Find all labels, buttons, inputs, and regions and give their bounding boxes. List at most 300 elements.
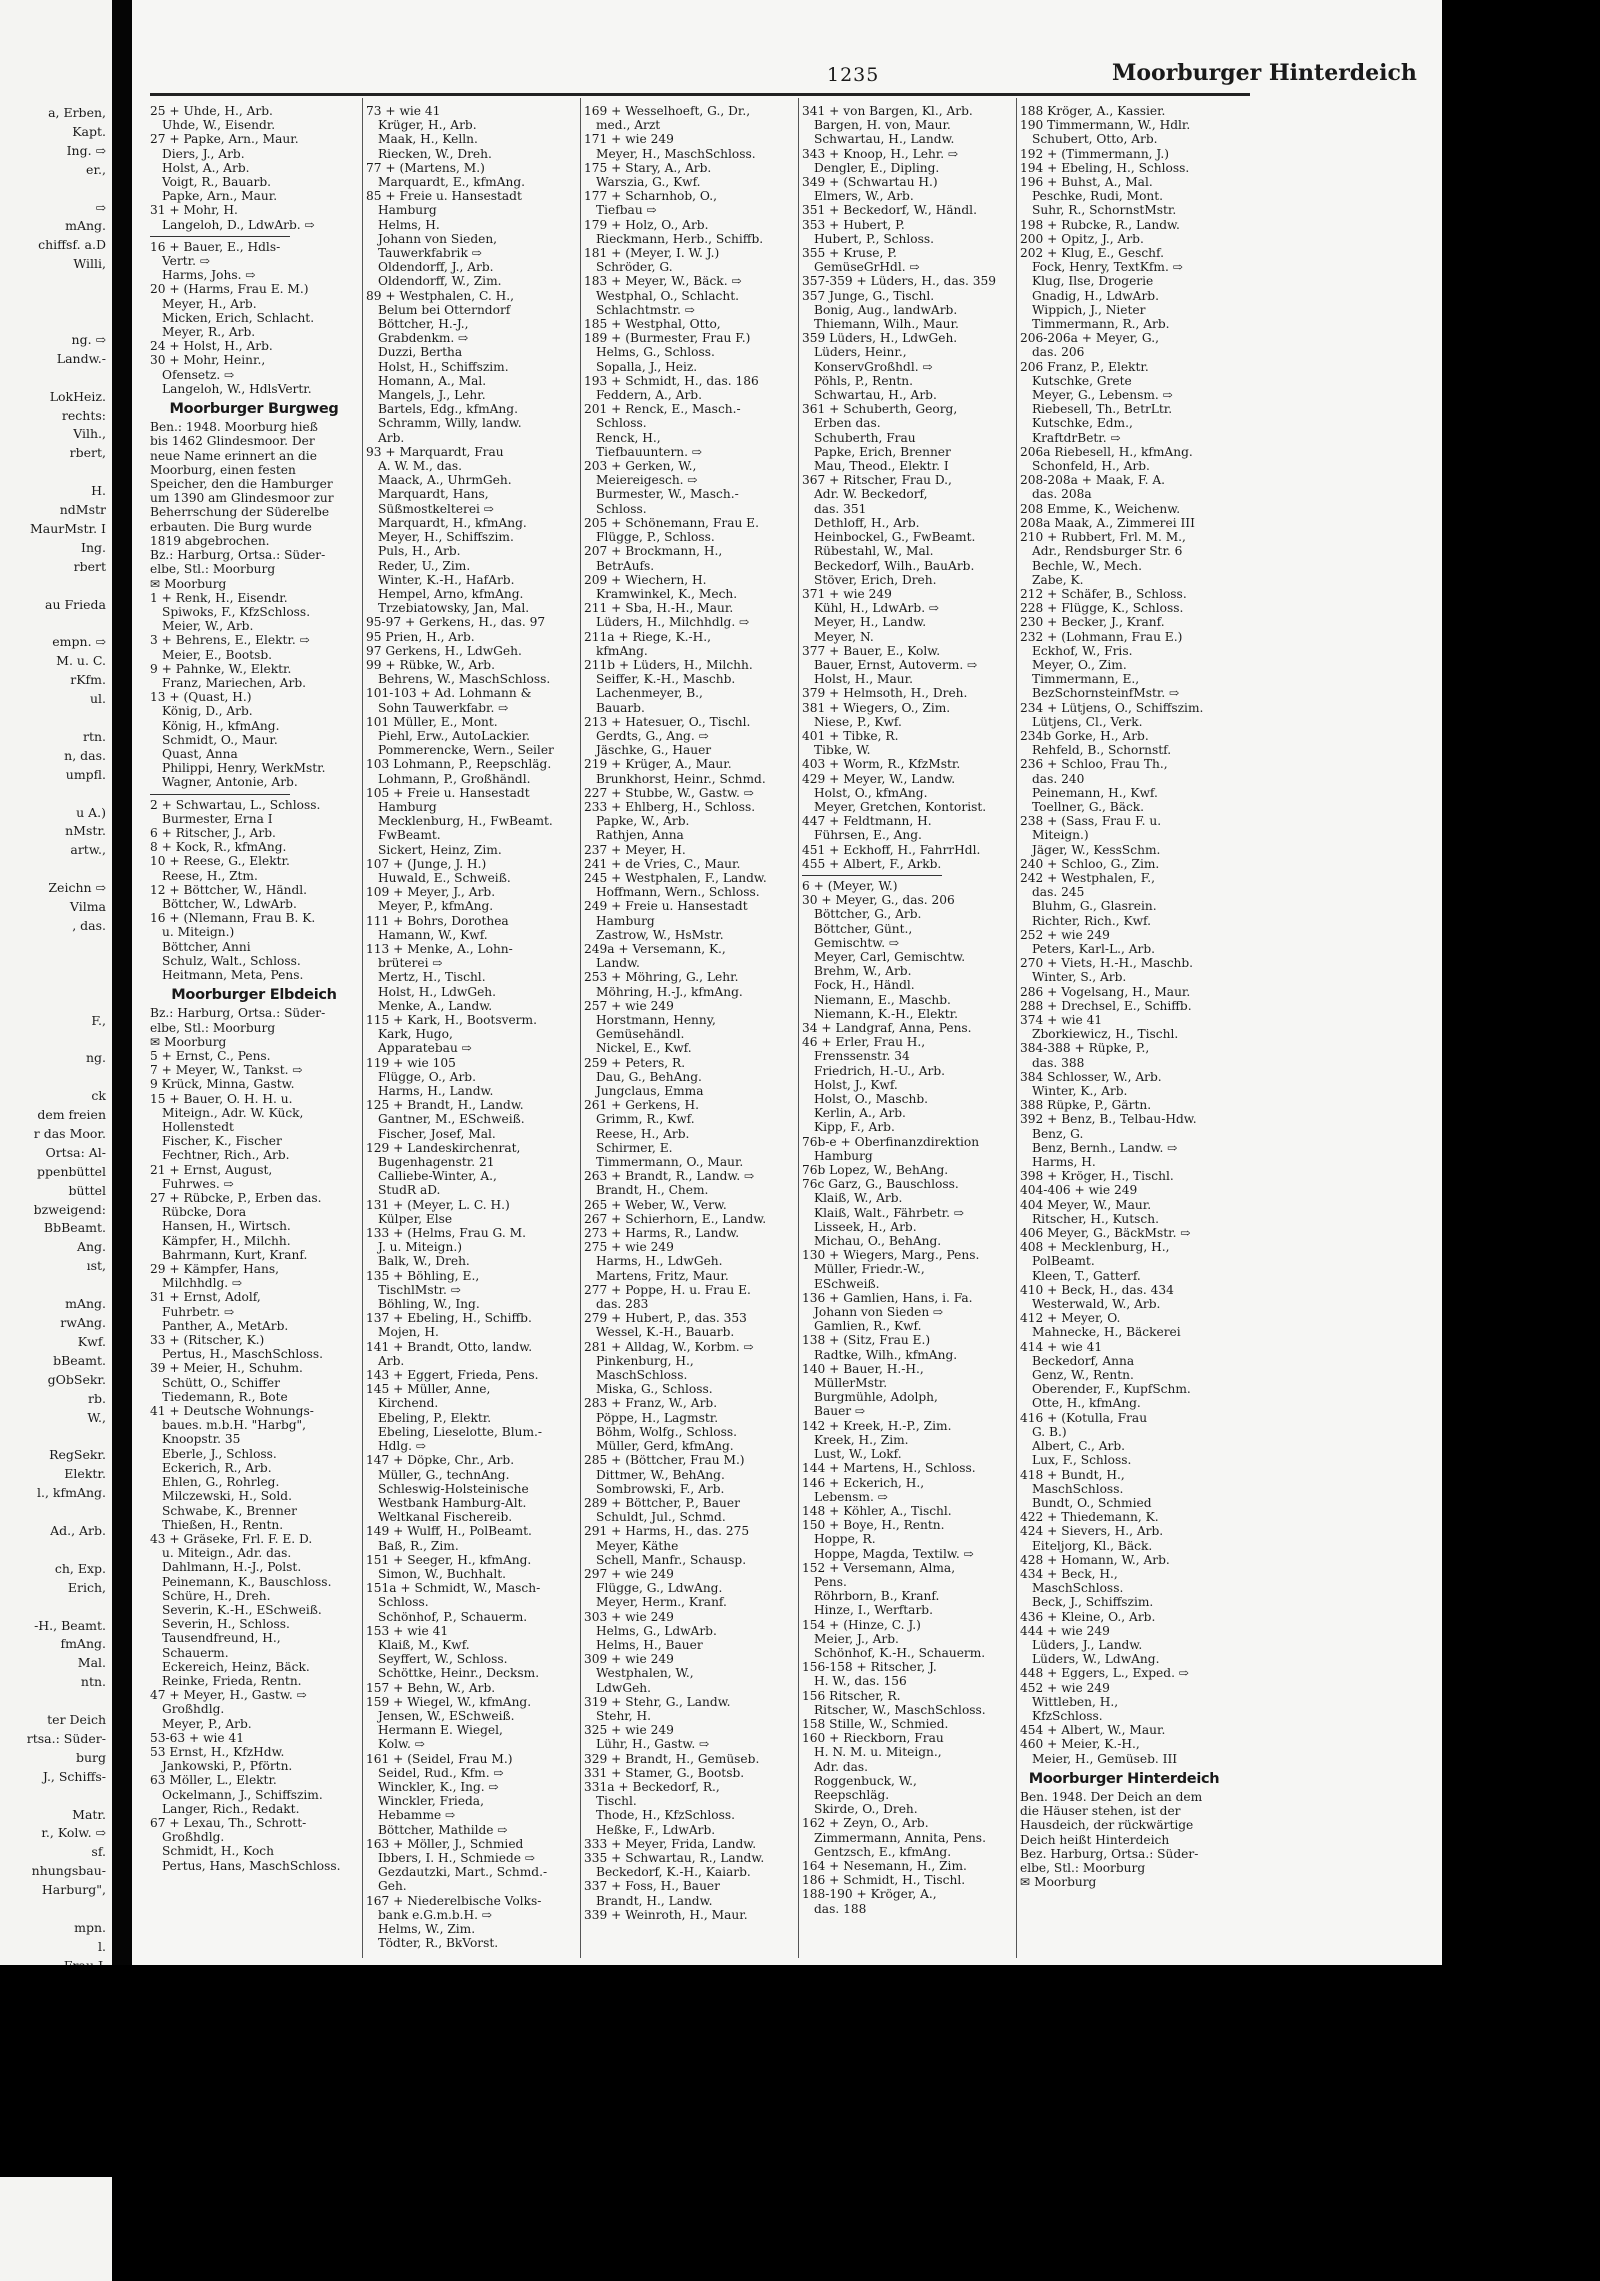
address-entry <box>802 701 1010 729</box>
resident-line: Fechtner, Rich., Arb. <box>162 1148 290 1163</box>
resident-line: Reese, H., Ztm. <box>162 868 258 883</box>
entry-line: 179 + Holz, O., Arb. <box>584 217 709 232</box>
address-entry <box>1020 601 1228 615</box>
entry-line: 403 + Worm, R., KfzMstr. <box>802 757 961 772</box>
resident-line: Bonig, Aug., landwArb. <box>814 302 958 317</box>
left-page-line: rwAng. <box>60 1315 106 1330</box>
resident-line: Pertus, Hans, MaschSchloss. <box>162 1858 341 1873</box>
resident-line: Eckerich, R., Arb. <box>162 1460 272 1475</box>
left-page-line <box>0 1427 112 1446</box>
left-page-line: ng. ⇨ <box>71 331 106 347</box>
address-entry <box>1020 1524 1228 1552</box>
resident-line: Quast, Anna <box>162 746 238 761</box>
resident-line: Thießen, H., Rentn. <box>162 1517 284 1532</box>
entry-line: 434 + Beck, H., <box>1020 1566 1118 1581</box>
resident-line: Miteign., Adr. W. Kück, <box>162 1105 304 1120</box>
address-entry <box>366 644 574 658</box>
entry-line: 429 + Meyer, W., Landw. <box>802 771 956 786</box>
left-page-line: Landw.- <box>56 350 106 366</box>
entry-line: 325 + wie 249 <box>584 1723 674 1738</box>
resident-line: Langer, Rich., Redakt. <box>162 1801 300 1816</box>
address-entry <box>584 786 792 800</box>
entry-line: 99 + Rübke, W., Arb. <box>366 657 495 672</box>
resident-line: Richter, Rich., Kwf. <box>1032 913 1151 928</box>
left-page-line <box>0 463 112 482</box>
resident-line: Hamburg <box>596 913 655 928</box>
address-entry <box>584 857 792 871</box>
resident-line: Lütjens, Cl., Verk. <box>1032 714 1143 729</box>
address-entry <box>1020 1311 1228 1339</box>
resident-line: Holst, H., Schiffszim. <box>378 359 509 374</box>
address-entry <box>150 1816 358 1873</box>
entry-line: 337 + Foss, H., Bauer <box>584 1879 720 1894</box>
entry-line: 303 + wie 249 <box>584 1609 674 1624</box>
entry-line: 190 Timmermann, W., Hdlr. <box>1020 118 1191 133</box>
entry-line: 143 + Eggert, Frieda, Pens. <box>366 1368 539 1383</box>
resident-line: Helms, W., Zim. <box>378 1922 476 1936</box>
resident-line: Kleen, T., Gatterf. <box>1032 1268 1141 1283</box>
entry-line: 25 + Uhde, H., Arb. <box>150 104 273 118</box>
resident-line: Meyer, Herm., Kranf. <box>596 1595 727 1610</box>
address-entry <box>150 1731 358 1745</box>
address-entry <box>584 246 792 274</box>
entry-line: 162 + Zeyn, O., Arb. <box>802 1816 929 1831</box>
resident-line: Reese, H., Arb. <box>596 1126 690 1141</box>
left-page-line <box>0 1068 112 1087</box>
resident-line: Hamann, W., Kwf. <box>378 927 488 942</box>
resident-line: Albert, C., Arb. <box>1032 1439 1126 1454</box>
resident-line: Meyer, Käthe <box>596 1538 679 1553</box>
resident-line: Reinke, Frieda, Rentn. <box>162 1673 302 1688</box>
resident-line: Bargen, H. von, Maur. <box>814 118 951 133</box>
address-entry <box>584 1311 792 1339</box>
resident-line: Kutschke, Grete <box>1032 373 1132 388</box>
resident-line: FwBeamt. <box>378 828 441 843</box>
resident-line: Beckedorf, Anna <box>1032 1353 1135 1368</box>
resident-line: Simon, W., Buchhalt. <box>378 1566 507 1581</box>
entry-line: 349 + (Schwartau H.) <box>802 175 938 190</box>
entry-line: 211a + Riege, K.-H., <box>584 629 712 644</box>
resident-line: Timmermann, O., Maur. <box>596 1155 744 1170</box>
column-divider <box>580 98 581 1958</box>
entry-line: 73 + wie 41 <box>366 104 441 118</box>
resident-line: Landw. <box>596 956 640 971</box>
entry-line: 374 + wie 41 <box>1020 1013 1103 1027</box>
entry-line: 408 + Mecklenburg, H., <box>1020 1240 1170 1255</box>
resident-line: Schwartau, H., Landw. <box>814 132 955 147</box>
resident-line: Oldendorff, W., Zim. <box>378 274 502 289</box>
resident-line: Benz, Bernh., Landw. ⇨ <box>1032 1140 1178 1155</box>
address-entry <box>802 843 1010 857</box>
entry-line: 377 + Bauer, E., Kolw. <box>802 643 941 658</box>
address-entry <box>1020 956 1228 984</box>
address-entry <box>366 1382 574 1453</box>
resident-line: Lüders, H., Milchhdlg. ⇨ <box>596 615 750 630</box>
resident-line: Schramm, Willy, landw. <box>378 416 522 431</box>
address-entry <box>584 1198 792 1212</box>
entry-line: 33 + (Ritscher, K.) <box>150 1333 265 1348</box>
street-section-heading: Moorburger Hinterdeich <box>1028 1770 1220 1787</box>
column-1 <box>150 104 358 1873</box>
resident-line: Helms, H. <box>378 217 440 232</box>
resident-line: Müller, Friedr.-W., <box>814 1262 925 1277</box>
resident-line: MaschSchloss. <box>1032 1481 1124 1496</box>
entry-line: 169 + Wesselhoeft, G., Dr., <box>584 104 751 118</box>
left-page-line <box>0 1276 112 1295</box>
resident-line: Helms, G., LdwArb. <box>596 1623 717 1638</box>
address-entry <box>1020 530 1228 587</box>
address-entry <box>150 1063 358 1077</box>
resident-line: Meyer, Carl, Gemischtw. <box>814 949 966 964</box>
resident-line: Adr. W. Beckedorf, <box>814 487 928 502</box>
resident-line: Radtke, Wilh., kfmAng. <box>814 1347 958 1362</box>
resident-line: Bauer ⇨ <box>814 1404 866 1419</box>
resident-line: Harms, H., LdwGeh. <box>596 1254 723 1269</box>
intro-line: Deich heißt Hinterdeich <box>1020 1832 1170 1847</box>
entry-line: 129 + Landeskirchenrat, <box>366 1140 521 1155</box>
entry-line: 159 + Wiegel, W., kfmAng. <box>366 1694 532 1709</box>
address-entry <box>366 1453 574 1524</box>
resident-line: Zabe, K. <box>1032 572 1084 587</box>
address-entry <box>1020 1553 1228 1567</box>
address-entry <box>584 132 792 160</box>
section-divider <box>150 794 290 795</box>
resident-line: Pöppe, H., Lagmstr. <box>596 1410 719 1425</box>
resident-line: Otte, H., kfmAng. <box>1032 1396 1141 1411</box>
resident-line: Renck, H., <box>596 430 661 445</box>
resident-line: Böttcher, W., LdwArb. <box>162 896 297 911</box>
entry-line: 404-406 + wie 249 <box>1020 1183 1138 1198</box>
resident-line: Apparatebau ⇨ <box>378 1041 472 1056</box>
resident-line: Ebeling, Lieselotte, Blum.- <box>378 1424 543 1439</box>
entry-line: 392 + Benz, B., Telbau-Hdw. <box>1020 1112 1197 1127</box>
address-entry <box>584 1723 792 1751</box>
address-entry <box>150 1333 358 1361</box>
resident-line: Adr. das. <box>814 1759 869 1774</box>
resident-line: Schönhof, K.-H., Schauerm. <box>814 1645 986 1660</box>
resident-line: Piehl, Erw., AutoLackier. <box>378 728 531 743</box>
entry-line: 125 + Brandt, H., Landw. <box>366 1098 524 1113</box>
address-entry <box>802 1021 1010 1035</box>
entry-line: 27 + Rübcke, P., Erben das. <box>150 1191 322 1206</box>
street-intro <box>1020 1790 1228 1889</box>
left-page-line <box>0 293 112 312</box>
left-page-line: r., Kolw. ⇨ <box>41 1825 106 1841</box>
resident-line: Meyer, H., MaschSchloss. <box>596 146 756 161</box>
resident-line: Gezdautzki, Mart., Schmd.- <box>378 1865 548 1880</box>
entry-line: 454 + Albert, W., Maur. <box>1020 1723 1166 1738</box>
left-page-line: J., Schiffs- <box>42 1768 106 1784</box>
resident-line: Meyer, P., kfmAng. <box>378 899 494 914</box>
left-page-line <box>0 936 112 955</box>
left-page-line: nhungsbau- <box>31 1863 106 1879</box>
resident-line: Papke, Arn., Maur. <box>162 189 278 204</box>
resident-line: Baß, R., Zim. <box>378 1538 459 1553</box>
address-entry <box>584 1567 792 1610</box>
resident-line: Flügge, G., LdwAng. <box>596 1581 723 1596</box>
entry-line: 259 + Peters, R. <box>584 1055 686 1070</box>
address-entry <box>584 1524 792 1567</box>
resident-line: Peinemann, K., Bauschloss. <box>162 1574 332 1589</box>
entry-line: 381 + Wiegers, O., Zim. <box>802 700 951 715</box>
address-entry <box>1020 1411 1228 1468</box>
address-entry <box>1020 516 1228 530</box>
entry-line: 93 + Marquardt, Frau <box>366 444 504 459</box>
entry-line: 329 + Brandt, H., Gemüseb. <box>584 1751 760 1766</box>
street-section-heading: Moorburger Burgweg <box>169 401 339 418</box>
entry-line: 281 + Alldag, W., Korbm. ⇨ <box>584 1339 754 1354</box>
intro-line: neue Name erinnert an die <box>150 448 317 463</box>
resident-line: TischlMstr. ⇨ <box>378 1282 461 1297</box>
resident-line: Eiteljorg, Kl., Bäck. <box>1032 1538 1153 1553</box>
left-page-line: l., kfmAng. <box>36 1485 106 1501</box>
entry-line: 9 Krück, Minna, Gastw. <box>150 1077 295 1092</box>
resident-line: Meyer, R., Arb. <box>162 325 256 340</box>
left-page-line: H. <box>91 483 106 499</box>
address-entry <box>584 1879 792 1907</box>
address-entry <box>802 203 1010 217</box>
resident-line: Zborkiewicz, H., Tischl. <box>1032 1027 1179 1042</box>
entry-line: 171 + wie 249 <box>584 132 674 147</box>
resident-line: Möhring, H.-J., kfmAng. <box>596 984 743 999</box>
resident-line: Wippich, J., Nieter <box>1032 302 1146 317</box>
resident-line: Ibbers, I. H., Schmiede ⇨ <box>378 1850 536 1865</box>
address-entry <box>150 1532 358 1688</box>
resident-line: Meier, E., Bootsb. <box>162 647 273 662</box>
address-entry <box>584 1396 792 1453</box>
entry-line: 451 + Eckhoff, H., FahrrHdl. <box>802 842 981 857</box>
resident-line: Elmers, W., Arb. <box>814 189 914 204</box>
intro-line: Ben. 1948. Der Deich an dem <box>1020 1789 1203 1804</box>
address-entry <box>802 772 1010 815</box>
resident-line: Westerwald, W., Arb. <box>1032 1297 1161 1312</box>
entry-line: 76c Garz, G., Bauschloss. <box>802 1177 959 1192</box>
address-entry <box>584 757 792 785</box>
address-entry <box>802 587 1010 644</box>
entry-line: 192 + (Timmermann, J.) <box>1020 146 1169 161</box>
entry-line: 261 + Gerkens, H. <box>584 1098 699 1113</box>
address-entry <box>1020 1013 1228 1041</box>
resident-line: Meyer, N. <box>814 629 874 644</box>
entry-line: 267 + Schierhorn, E., Landw. <box>584 1211 767 1226</box>
resident-line: Hoppe, R. <box>814 1532 876 1547</box>
resident-line: Beck, J., Schiffszim. <box>1032 1595 1154 1610</box>
resident-line: das. 283 <box>596 1297 649 1312</box>
resident-line: Pinkenburg, H., <box>596 1353 694 1368</box>
intro-line: Ben.: 1948. Moorburg hieß <box>150 420 318 435</box>
address-entry <box>150 1163 358 1191</box>
address-entry <box>584 104 792 132</box>
left-page-line: -H., Beamt. <box>34 1617 106 1633</box>
address-entry <box>1020 331 1228 359</box>
street-section-heading: Moorburger Elbdeich <box>171 987 337 1004</box>
resident-line: Krüger, H., Arb. <box>378 118 477 133</box>
address-entry <box>584 1837 792 1851</box>
entry-line: 341 + von Bargen, Kl., Arb. <box>802 104 973 118</box>
resident-line: Böttcher, Günt., <box>814 921 913 936</box>
resident-line: Lühr, H., Gastw. ⇨ <box>596 1737 710 1752</box>
address-entry <box>1020 928 1228 956</box>
left-page-line <box>0 614 112 633</box>
address-entry <box>366 445 574 615</box>
entry-line: 384 Schlosser, W., Arb. <box>1020 1069 1162 1084</box>
resident-line: Schonfeld, H., Arb. <box>1032 459 1150 474</box>
left-page-line: ter Deich <box>47 1712 106 1728</box>
resident-line: Gantner, M., ESchweiß. <box>378 1112 525 1127</box>
resident-line: Flügge, P., Schloss. <box>596 530 715 545</box>
entry-line: 245 + Westphalen, F., Landw. <box>584 870 767 885</box>
intro-line: elbe, Stl.: Moorburg <box>1020 1860 1146 1875</box>
entry-line: 101-103 + Ad. Lohmann & <box>366 686 532 701</box>
address-entry <box>802 814 1010 842</box>
entry-line: 414 + wie 41 <box>1020 1339 1103 1354</box>
entry-line: 16 + (Nlemann, Frau B. K. <box>150 911 316 926</box>
resident-line: Hoffmann, Wern., Schloss. <box>596 885 760 900</box>
entry-line: 183 + Meyer, W., Bäck. ⇨ <box>584 274 742 289</box>
resident-line: Stehr, H. <box>596 1708 652 1723</box>
entry-line: 160 + Rieckborn, Frau <box>802 1731 944 1746</box>
resident-line: Lohmann, P., Großhändl. <box>378 771 531 786</box>
entry-line: 447 + Feldtmann, H. <box>802 814 932 829</box>
left-page-line <box>0 860 112 879</box>
entry-line: 212 + Schäfer, B., Schloss. <box>1020 586 1187 601</box>
left-page-line: rbert, <box>69 445 106 461</box>
address-entry <box>584 516 792 544</box>
entry-line: 34 + Landgraf, Anna, Pens. <box>802 1021 972 1035</box>
resident-line: Meiereigesch. ⇨ <box>596 473 698 488</box>
resident-line: Suhr, R., SchornstMstr. <box>1032 203 1177 218</box>
resident-line: Hoppe, Magda, Textilw. ⇨ <box>814 1546 974 1561</box>
entry-line: 181 + (Meyer, I. W. J.) <box>584 246 720 261</box>
resident-line: Rehfeld, B., Schornstf. <box>1032 743 1172 758</box>
address-entry <box>802 1873 1010 1887</box>
resident-line: Röhrborn, B., Kranf. <box>814 1589 940 1604</box>
address-entry <box>1020 175 1228 218</box>
left-page-line: bBeamt. <box>53 1352 106 1368</box>
left-page-line: l. <box>98 1938 106 1954</box>
resident-line: Burmester, Erna I <box>162 811 273 826</box>
resident-line: Marquardt, H., kfmAng. <box>378 515 527 530</box>
address-entry <box>366 1681 574 1695</box>
address-entry <box>584 1766 792 1780</box>
resident-line: Hansen, H., Wirtsch. <box>162 1219 291 1234</box>
address-entry <box>584 1652 792 1695</box>
resident-line: Uhde, W., Eisendr. <box>162 118 276 133</box>
resident-line: Tibke, W. <box>814 743 871 758</box>
address-entry <box>150 840 358 854</box>
address-entry <box>1020 729 1228 757</box>
address-entry <box>802 1461 1010 1475</box>
left-page-line: ng. <box>85 1050 106 1066</box>
resident-line: Böttcher, Anni <box>162 939 251 954</box>
entry-line: 97 Gerkens, H., LdwGeh. <box>366 643 522 658</box>
resident-line: Bauarb. <box>596 700 645 715</box>
resident-line: Franz, Mariechen, Arb. <box>162 675 307 690</box>
left-page-line: gObSekr. <box>47 1371 106 1387</box>
left-page-line <box>0 709 112 728</box>
address-entry <box>366 161 574 189</box>
entry-line: 242 + Westphalen, F., <box>1020 870 1156 885</box>
address-entry <box>584 601 792 629</box>
left-page-line: Kwf. <box>77 1333 106 1349</box>
resident-line: Schüre, H., Dreh. <box>162 1588 271 1603</box>
resident-line: Harms, Johs. ⇨ <box>162 268 256 283</box>
resident-line: Schulz, Walt., Schloss. <box>162 953 301 968</box>
resident-line: Ofensetz. ⇨ <box>162 367 235 382</box>
address-entry <box>366 686 574 714</box>
left-page-line: LokHeiz. <box>49 388 106 404</box>
entry-line: 163 + Möller, J., Schmied <box>366 1836 524 1851</box>
entry-line: 85 + Freie u. Hansestadt <box>366 189 522 204</box>
resident-line: Schubert, Otto, Arb. <box>1032 132 1158 147</box>
resident-line: Erben das. <box>814 416 881 431</box>
address-entry <box>1020 814 1228 857</box>
entry-line: 76b Lopez, W., BehAng. <box>802 1163 949 1178</box>
entry-line: 333 + Meyer, Frida, Landw. <box>584 1836 757 1851</box>
resident-line: Eberle, J., Schloss. <box>162 1446 277 1461</box>
address-entry <box>584 1752 792 1766</box>
resident-line: Dittmer, W., BehAng. <box>596 1467 725 1482</box>
address-entry <box>802 1859 1010 1873</box>
entry-line: 406 Meyer, G., BäckMstr. ⇨ <box>1020 1226 1191 1241</box>
resident-line: Homann, A., Mal. <box>378 373 487 388</box>
resident-line: Müller, G., technAng. <box>378 1467 510 1482</box>
entry-line: 219 + Krüger, A., Maur. <box>584 757 732 772</box>
resident-line: Arb. <box>378 1353 405 1368</box>
address-entry <box>584 658 792 715</box>
entry-line: 277 + Poppe, H. u. Frau E. <box>584 1282 751 1297</box>
address-entry <box>366 715 574 758</box>
resident-line: Duzzi, Bertha <box>378 345 463 360</box>
resident-line: Meyer, H., Schiffszim. <box>378 530 514 545</box>
entry-line: 209 + Wiechern, H. <box>584 572 707 587</box>
entry-line: 8 + Kock, R., kfmAng. <box>150 840 287 855</box>
intro-line: ✉ Moorburg <box>1020 1875 1097 1890</box>
left-page-line: ⇨ <box>95 199 106 215</box>
entry-line: 213 + Hatesuer, O., Tischl. <box>584 714 751 729</box>
resident-line: Böttcher, G., Arb. <box>814 907 922 922</box>
resident-line: Großhdlg. <box>162 1702 225 1717</box>
entry-line: 228 + Flügge, K., Schloss. <box>1020 601 1184 616</box>
entry-line: 194 + Ebeling, H., Schloss. <box>1020 160 1190 175</box>
resident-line: Winter, K.-H., HafArb. <box>378 572 515 587</box>
entry-line: 232 + (Lohmann, Frau E.) <box>1020 629 1183 644</box>
entry-line: 148 + Köhler, A., Tischl. <box>802 1503 952 1518</box>
left-page-line: rbert <box>73 558 106 574</box>
resident-line: Arb. <box>378 430 405 445</box>
resident-line: Timmermann, R., Arb. <box>1032 317 1170 332</box>
resident-line: Fock, H., Händl. <box>814 978 915 993</box>
address-entry <box>802 1035 1010 1134</box>
address-entry <box>150 591 358 634</box>
entry-line: 200 + Opitz, J., Arb. <box>1020 231 1144 246</box>
entry-line: 137 + Ebeling, H., Schiffb. <box>366 1311 532 1326</box>
address-entry <box>366 1752 574 1837</box>
entry-line: 111 + Bohrs, Dorothea <box>366 913 509 928</box>
resident-line: Bauer, Ernst, Autoverm. ⇨ <box>814 657 978 672</box>
column-4 <box>802 104 1010 1916</box>
address-entry <box>1020 985 1228 999</box>
address-entry <box>150 798 358 826</box>
entry-line: 288 + Drechsel, E., Schiffb. <box>1020 998 1192 1013</box>
resident-line: Riebesell, Th., BetrLtr. <box>1032 402 1173 417</box>
resident-line: Balk, W., Dreh. <box>378 1254 470 1269</box>
entry-line: 253 + Möhring, G., Lehr. <box>584 970 739 985</box>
left-page-line: rb. <box>88 1390 106 1406</box>
resident-line: Winckler, K., Ing. ⇨ <box>378 1779 499 1794</box>
intro-line: bis 1462 Glindesmoor. Der <box>150 434 315 449</box>
left-page-line <box>0 974 112 993</box>
